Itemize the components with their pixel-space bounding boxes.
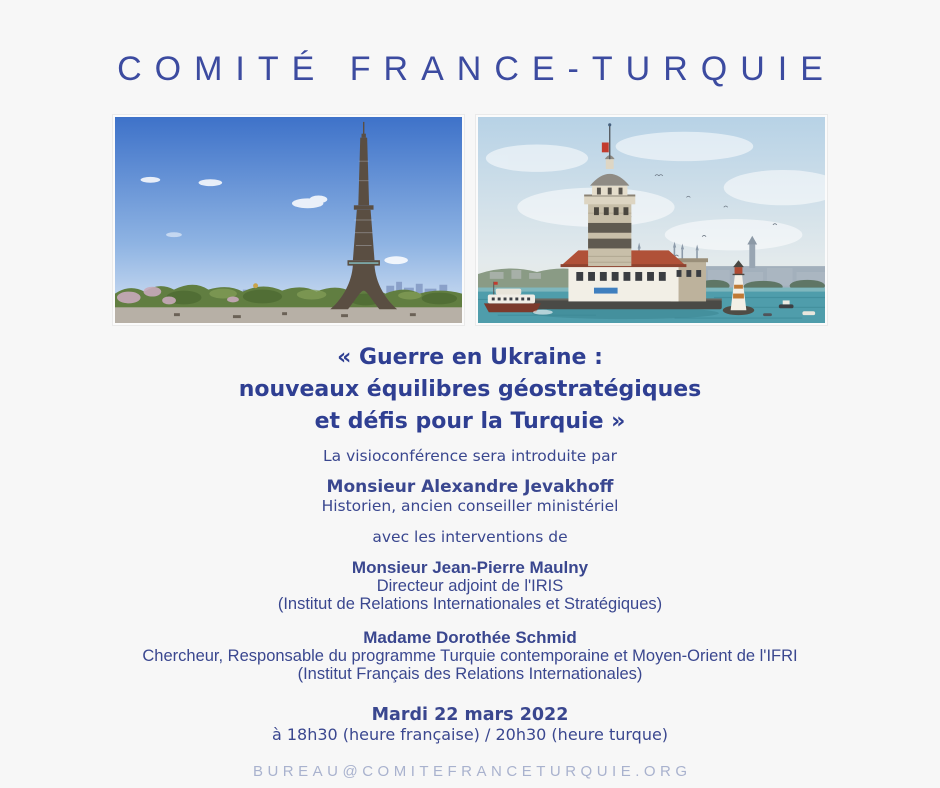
flag-pole xyxy=(609,125,610,159)
event-title-line-3: et défis pour la Turquie » xyxy=(314,409,626,434)
paris-photo-illustration xyxy=(115,117,462,323)
event-title-line-2: nouveaux équilibres géostratégiques xyxy=(238,377,702,402)
speaker-maulny-role: Directeur adjoint de l'IRIS xyxy=(376,577,564,595)
speaker-jevakhoff-role: Historien, ancien conseiller ministériel xyxy=(321,497,619,515)
intro-text: La visioconférence sera introduite par xyxy=(323,447,617,465)
event-date: Mardi 22 mars 2022 xyxy=(371,705,569,725)
palace-tower xyxy=(749,245,755,269)
blue-sign xyxy=(594,288,618,294)
event-time: à 18h30 (heure française) / 20h30 (heure turque) xyxy=(271,725,669,744)
speaker-jevakhoff xyxy=(0,477,940,516)
event-flyer xyxy=(0,50,940,788)
event-title-line-1: « Guerre en Ukraine : xyxy=(337,345,603,370)
speaker-maulny xyxy=(0,558,940,613)
speaker-schmid-role: Chercheur, Responsable du programme Turquie contemporaine et Moyen-Orient de l'IFRI xyxy=(142,647,798,665)
speaker-schmid-name: Madame Dorothée Schmid xyxy=(363,628,577,647)
speaker-maulny-name: Monsieur Jean-Pierre Maulny xyxy=(351,558,589,577)
contact-email: BUREAU@COMITEFRANCETURQUIE.ORG xyxy=(252,763,692,780)
photo-row xyxy=(113,115,827,325)
interventions-label: avec les interventions de xyxy=(372,528,568,546)
speaker-jevakhoff-name: Monsieur Alexandre Jevakhoff xyxy=(326,477,614,497)
golden-dome xyxy=(253,283,258,288)
paris-photo xyxy=(113,115,464,325)
event-datetime xyxy=(0,705,940,745)
organization-title: COMITÉ FRANCE-TURQUIE xyxy=(117,50,836,88)
istanbul-photo-illustration xyxy=(478,117,825,323)
istanbul-photo xyxy=(476,115,827,325)
turkish-flag xyxy=(602,143,609,153)
event-title xyxy=(0,342,940,438)
speaker-schmid-org: (Institut Français des Relations Internationales) xyxy=(297,665,643,683)
speaker-maulny-org: (Institut de Relations Internationales et Stratégiques) xyxy=(277,595,663,613)
speaker-schmid xyxy=(0,628,940,683)
